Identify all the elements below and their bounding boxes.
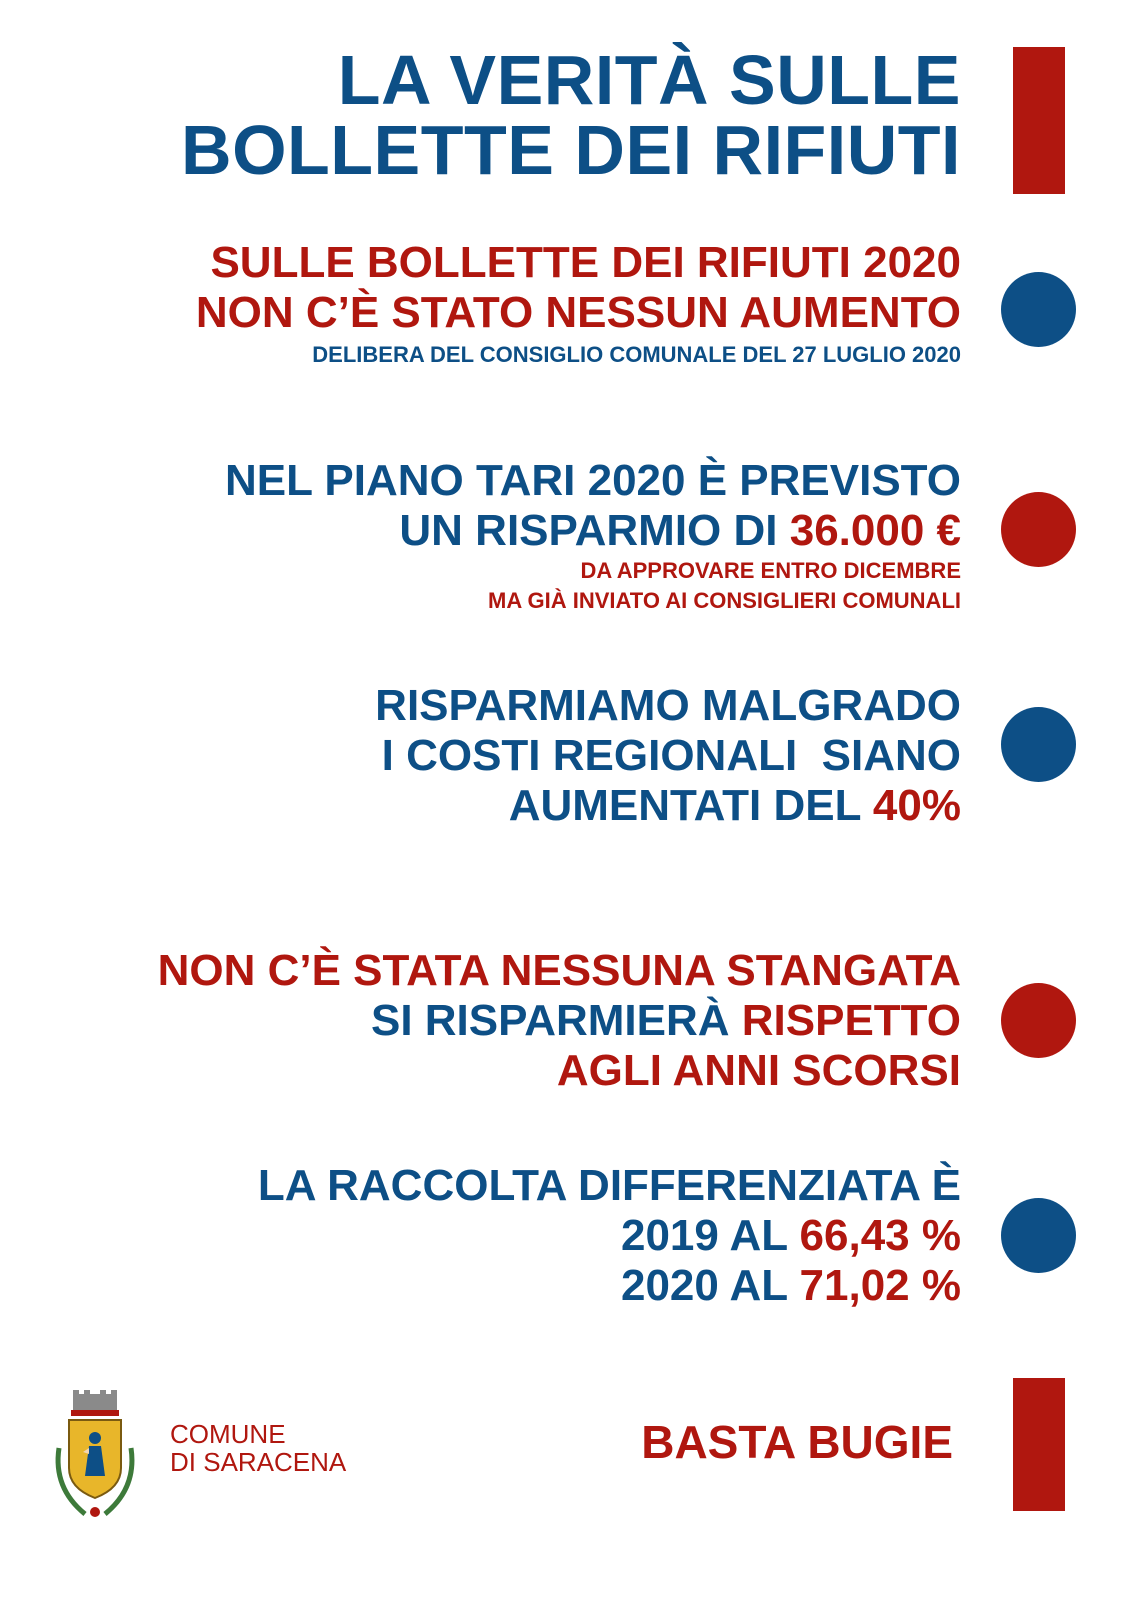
- comune-line2: DI SARACENA: [170, 1447, 347, 1477]
- slogan: BASTA BUGIE: [641, 1416, 953, 1468]
- title-line-1: LA VERITÀ SULLE: [337, 41, 961, 119]
- top-red-bar: [1013, 47, 1065, 194]
- comune-label: [170, 1420, 346, 1476]
- section3-line1: RISPARMIAMO MALGRADO: [375, 681, 961, 730]
- section-tari-plan: [225, 456, 961, 616]
- bottom-red-bar: [1013, 1378, 1065, 1511]
- title-line-2: BOLLETTE DEI RIFIUTI: [181, 111, 961, 189]
- bullet-dot-2: [1001, 492, 1076, 567]
- section-regional-costs: [375, 681, 961, 831]
- section4-line3: AGLI ANNI SCORSI: [556, 1046, 961, 1095]
- section4-line2: SI RISPARMIERÀ RISPETTO: [370, 996, 961, 1045]
- recycling-2019: 2019 AL 66,43 %: [620, 1211, 961, 1260]
- section4-line1: NON C’È STATA NESSUNA STANGATA: [157, 946, 961, 995]
- coat-of-arms-icon: [45, 1388, 145, 1528]
- section3-line2: I COSTI REGIONALI SIANO: [381, 731, 961, 780]
- recycling-2020: 2020 AL 71,02 %: [620, 1261, 961, 1310]
- section5-line1: LA RACCOLTA DIFFERENZIATA È: [257, 1161, 961, 1210]
- section1-line2: NON C’È STATO NESSUN AUMENTO: [195, 288, 961, 337]
- bullet-dot-4: [1001, 983, 1076, 1058]
- section-no-increase: [196, 238, 961, 370]
- section1-note: DELIBERA DEL CONSIGLIO COMUNALE DEL 27 LUGLIO 2020: [312, 342, 961, 367]
- page-title: [181, 41, 961, 189]
- comune-line1: COMUNE: [170, 1419, 286, 1449]
- section2-note1: DA APPROVARE ENTRO DICEMBRE: [580, 558, 961, 583]
- section-no-stangata: [158, 946, 961, 1096]
- bullet-dot-3: [1001, 707, 1076, 782]
- recycling-2020-value: 71,02 %: [799, 1261, 961, 1310]
- section2-line2: UN RISPARMIO DI 36.000 €: [399, 506, 961, 555]
- section3-line3: AUMENTATI DEL 40%: [508, 781, 961, 830]
- bullet-dot-1: [1001, 272, 1076, 347]
- bullet-dot-5: [1001, 1198, 1076, 1273]
- cost-increase-percent: 40%: [872, 781, 961, 830]
- section1-line1: SULLE BOLLETTE DEI RIFIUTI 2020: [210, 238, 961, 287]
- section2-note2: MA GIÀ INVIATO AI CONSIGLIERI COMUNALI: [488, 588, 961, 613]
- savings-amount: 36.000 €: [789, 506, 961, 555]
- section2-line1: NEL PIANO TARI 2020 È PREVISTO: [225, 456, 961, 505]
- section-recycling: [258, 1161, 961, 1311]
- recycling-2019-value: 66,43 %: [799, 1211, 961, 1260]
